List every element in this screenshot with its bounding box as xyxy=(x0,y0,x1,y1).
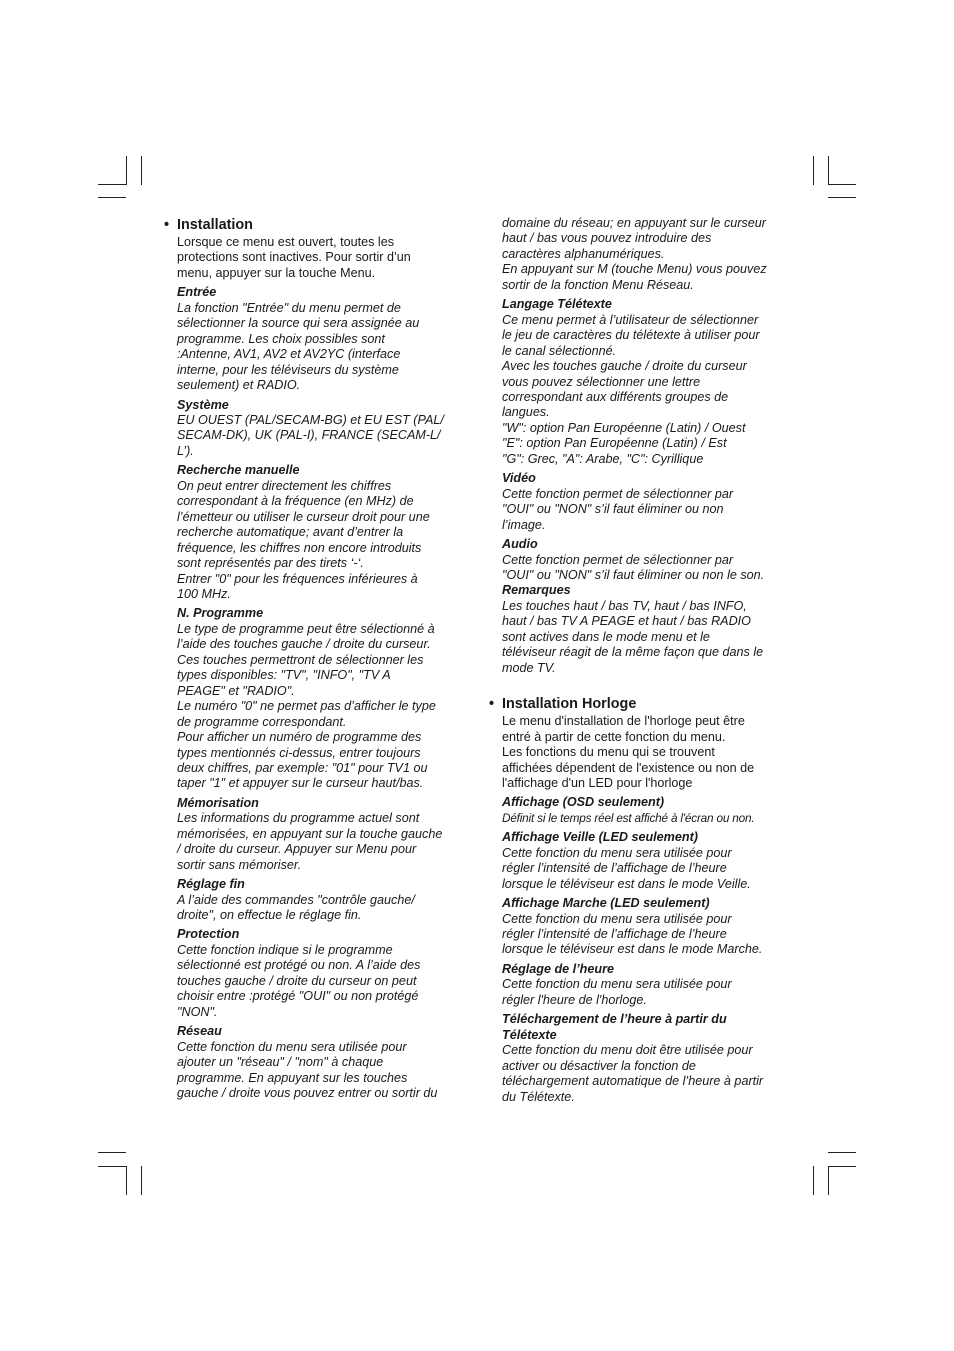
entry-title: Remarques xyxy=(502,583,571,598)
entry-protection xyxy=(164,927,474,1020)
entry-affichage-marche xyxy=(489,896,799,958)
entry-body: Définit si le temps réel est affiché à l'écran ou non. xyxy=(502,810,755,825)
entry-body: On peut entrer directement les chiffres correspondant à la fréquence (en MHz) de l’émetteur ou utiliser le curseur droit pour une recherche automatique; avant d’entrer la fréquence, les chiffres non encore introduits sont représentés par des tirets ‘-‘. Entrer "0" pour les fréquences inférieures à 100 MHz. xyxy=(177,478,430,601)
right-column xyxy=(489,216,799,1105)
entry-body: Les informations du programme actuel sont mémorisées, en appuyant sur la touche gauche / droite du curseur. Appuyer sur Menu pour sortir sans mémoriser. xyxy=(177,811,443,872)
entry-body: Cette fonction du menu doit être utilisée pour activer ou désactiver la fonction de téléchargement automatique de l’heure à partir du Télétexte. xyxy=(502,1043,764,1104)
section-heading-installation-horloge: • Installation Horloge xyxy=(489,696,637,713)
entry-video xyxy=(489,471,799,533)
entry-body: A l’aide des commandes "contrôle gauche/ droite", on effectue le réglage fin. xyxy=(177,892,415,923)
entry-body: Cette fonction du menu sera utilisée pour régler l’intensité de l’affichage de l’heure lorsque le téléviseur est dans le mode Veille. xyxy=(502,845,751,891)
entry-body: Ce menu permet à l’utilisateur de sélectionner le jeu de caractères du télétexte à utiliser pour le canal sélectionné. Avec les touches gauche / droite du curseur vous pouvez sélectionner une lettre correspondant aux différents groupes de langues. "W": option Pan Européenne (Latin) / Ouest "E": option Pan Européenne (Latin) / Est "G": Grec, "A": Arabe, "C": Cyrillique xyxy=(502,312,760,466)
entry-body: Cette fonction du menu sera utilisée pour ajouter un "réseau" / "nom" à chaque programme. En appuyant sur les touches gauche / droite vous pouvez entrer ou sortir du xyxy=(177,1039,438,1101)
entry-body: Cette fonction permet de sélectionner par "OUI" ou "NON" s’il faut éliminer ou non l’image. xyxy=(502,486,734,532)
entry-memorisation xyxy=(164,796,474,873)
entry-reglage-fin xyxy=(164,877,474,923)
entry-n-programme xyxy=(164,606,474,791)
entry-body: La fonction "Entrée" du menu permet de sélectionner la source qui sera assignée au programme. Les choix possibles sont :Antenne, AV1, AV2 et AV2YC (interface interne, pour les téléviseurs du système seulement) et RADIO. xyxy=(177,300,420,393)
entry-body: Les touches haut / bas TV, haut / bas INFO, haut / bas TV A PEAGE et haut / bas RADIO sont actives dans le mode menu et le téléviseur réagit de la même façon que dans le mode TV. xyxy=(502,598,764,675)
entry-title: Affichage Marche (LED seulement) xyxy=(502,896,710,911)
bullet-icon: • xyxy=(489,696,495,713)
entry-title: Réseau xyxy=(177,1024,222,1039)
entry-title: Système xyxy=(177,397,229,412)
entry-affichage-veille xyxy=(489,830,799,892)
section-intro: Lorsque ce menu est ouvert, toutes les protections sont inactives. Pour sortir d’un menu, appuyer sur la touche Menu. xyxy=(177,235,411,280)
entry-title: Audio xyxy=(502,537,538,552)
entry-body: Cette fonction du menu sera utilisée pour régler l'heure de l'horloge. xyxy=(502,977,732,1007)
entry-reglage-heure xyxy=(489,962,799,1008)
entry-body: Le type de programme peut être sélectionné à l’aide des touches gauche / droite du curseur. Ces touches permettront de sélectionner les types disponibles: "TV", "INFO", "TV A PEAGE" et "RADIO". Le numéro "0" ne permet pas d’afficher le type de programme correspondant. Pour afficher un numéro de programme des types mentionnés ci-dessus, entrer toujours deux chiffres, par exemple: "01" pour TV1 ou taper "1" et appuyer sur le curseur haut/bas. xyxy=(177,621,436,791)
entry-title: Réglage de l’heure xyxy=(502,961,614,976)
entry-langage-teletexte xyxy=(489,297,799,467)
entry-body: EU OUEST (PAL/SECAM-BG) et EU EST (PAL/ SECAM-DK), UK (PAL-I), FRANCE (SECAM-L/ L’). xyxy=(177,412,444,458)
entry-title: Vidéo xyxy=(502,471,536,486)
entry-body: Cette fonction du menu sera utilisée pour régler l’intensité de l’affichage de l’heure lorsque le téléviseur est dans le mode Marche. xyxy=(502,911,763,957)
entry-title: Réglage fin xyxy=(177,877,245,892)
entry-title: Protection xyxy=(177,927,240,942)
reseau-continuation: domaine du réseau; en appuyant sur le curseur haut / bas vous pouvez introduire des caractères alphanumériques. En appuyant sur M (touche Menu) vous pouvez sortir de la fonction Menu Réseau. xyxy=(502,216,767,292)
entry-body: Cette fonction permet de sélectionner par "OUI" ou "NON" s’il faut éliminer ou non le son. xyxy=(502,552,765,582)
section-intro: Le menu d'installation de l'horloge peut être entré à partir de cette fonction du menu. Les fonctions du menu qui se trouvent affichées dépendent de l'existence ou non de l'affichage d'un LED pour l'horloge xyxy=(502,714,755,790)
entry-title: N. Programme xyxy=(177,606,264,621)
entry-title: Entrée xyxy=(177,285,217,300)
entry-reseau xyxy=(164,1024,474,1101)
entry-title: Affichage Veille (LED seulement) xyxy=(502,830,698,845)
entry-remarques xyxy=(489,583,799,676)
section-heading-installation: • Installation xyxy=(164,217,253,233)
entry-title: Mémorisation xyxy=(177,795,259,810)
entry-entree xyxy=(164,285,474,393)
bullet-icon: • xyxy=(164,217,170,233)
left-column xyxy=(164,216,474,1101)
entry-body: Cette fonction indique si le programme sélectionné est protégé ou non. A l’aide des touches gauche / droite du curseur on peut choisir entre :protégé "OUI" ou non protégé "NON". xyxy=(177,942,421,1019)
entry-telechargement-heure xyxy=(489,1012,799,1105)
entry-title: Langage Télétexte xyxy=(502,297,612,312)
entry-title: Affichage (OSD seulement) xyxy=(502,795,665,810)
entry-systeme xyxy=(164,398,474,460)
entry-recherche-manuelle xyxy=(164,463,474,602)
entry-title: Téléchargement de l’heure à partir du Télétexte xyxy=(502,1012,727,1042)
entry-title: Recherche manuelle xyxy=(177,463,300,478)
entry-affichage-osd xyxy=(489,795,799,826)
entry-audio xyxy=(489,537,799,583)
